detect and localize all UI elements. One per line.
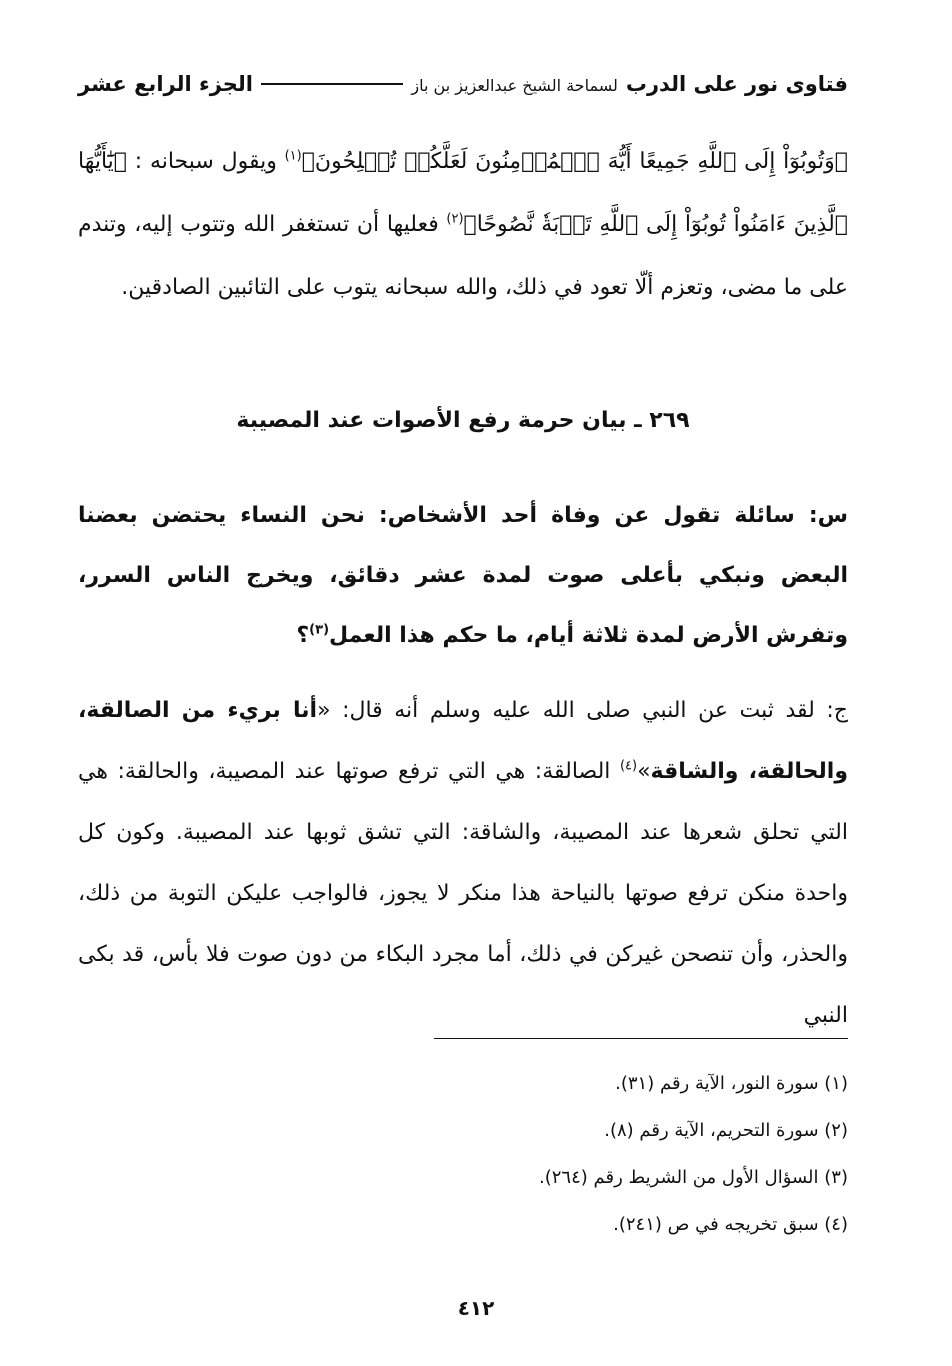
author-name: لسماحة الشيخ عبدالعزيز بن باز (411, 76, 618, 95)
footnote-item: (١) سورة النور، الآية رقم (٣١). (615, 1073, 848, 1094)
question-end: ؟ (296, 623, 310, 648)
footnote-ref-1[interactable]: (١) (284, 148, 302, 164)
page-number: ٤١٢ (457, 1296, 495, 1320)
answer-lead: ج: لقد ثبت عن النبي صلى الله عليه وسلم أنه قال: « (317, 698, 848, 723)
hadith-close: » (637, 759, 651, 784)
footnote-item: (٣) السؤال الأول من الشريط رقم (٢٦٤). (539, 1167, 848, 1188)
quran-verse-2: ﴿يَٰٓأَيُّهَا ٱلَّذِينَ ءَامَنُواْ تُوبُوٓاْ إِلَى ٱللَّهِ تَوۡبَةٗ نَّصُوحًا﴾ (78, 149, 848, 237)
header-rule (261, 83, 403, 85)
book-title: فتاوى نور على الدرب (625, 72, 848, 96)
footnote-ref-4[interactable]: (٤) (619, 758, 638, 774)
answer-rest: الصالقة: هي التي ترفع صوتها عند المصيبة، والحالقة: هي التي تحلق شعرها عند المصيبة، والشاقة: التي تشق ثوبها عند المصيبة. وكون كل واحدة منكن ترفع صوتها بالنياحة هذا منكر لا يجوز، فالواجب عليكن التوبة من ذلك، والحذر، وأن تنصحن غيركن في ذلك، أما مجرد البكاء من دون صوت فلا بأس، قد بكى النبي (78, 759, 848, 1028)
volume-label: الجزء الرابع عشر (78, 72, 253, 96)
question-paragraph (78, 486, 848, 666)
running-header (78, 72, 848, 96)
section-heading: ٢٦٩ ـ بيان حرمة رفع الأصوات عند المصيبة (236, 408, 690, 433)
footnote-item: (٤) سبق تخريجه في ص (٢٤١). (613, 1214, 848, 1235)
question-text: س: سائلة تقول عن وفاة أحد الأشخاص: نحن النساء يحتضن بعضنا البعض ونبكي بأعلى صوت لمدة عشر دقائق، ويخرج الناس السرر، وتفرش الأرض لمدة ثلاثة أيام، ما حكم هذا العمل (78, 503, 848, 648)
footnote-ref-2[interactable]: (٢) (446, 211, 464, 227)
quran-verse-1: ﴿وَتُوبُوٓاْ إِلَى ٱللَّهِ جَمِيعًا أَيُّهَ ٱلۡمُؤۡمِنُونَ لَعَلَّكُمۡ تُفۡلِحُونَ﴾ (301, 149, 848, 174)
intro-text-2: فعليها أن تستغفر الله وتتوب إليه، وتندم على ما مضى، وتعزم ألّا تعود في ذلك، والله سبحانه يتوب على التائبين الصادقين. (78, 212, 848, 300)
footnote-ref-3[interactable]: (٣) (309, 622, 330, 638)
answer-paragraph (78, 680, 848, 1046)
hadith-text: أنا بريء من الصالقة، والحالقة، والشاقة (78, 698, 848, 784)
footnotes (300, 1060, 848, 1248)
footnote-item: (٢) سورة التحريم، الآية رقم (٨). (604, 1120, 848, 1141)
intro-text-1: ويقول سبحانه : (127, 149, 285, 174)
intro-paragraph (78, 130, 848, 319)
footnote-separator (434, 1038, 848, 1039)
